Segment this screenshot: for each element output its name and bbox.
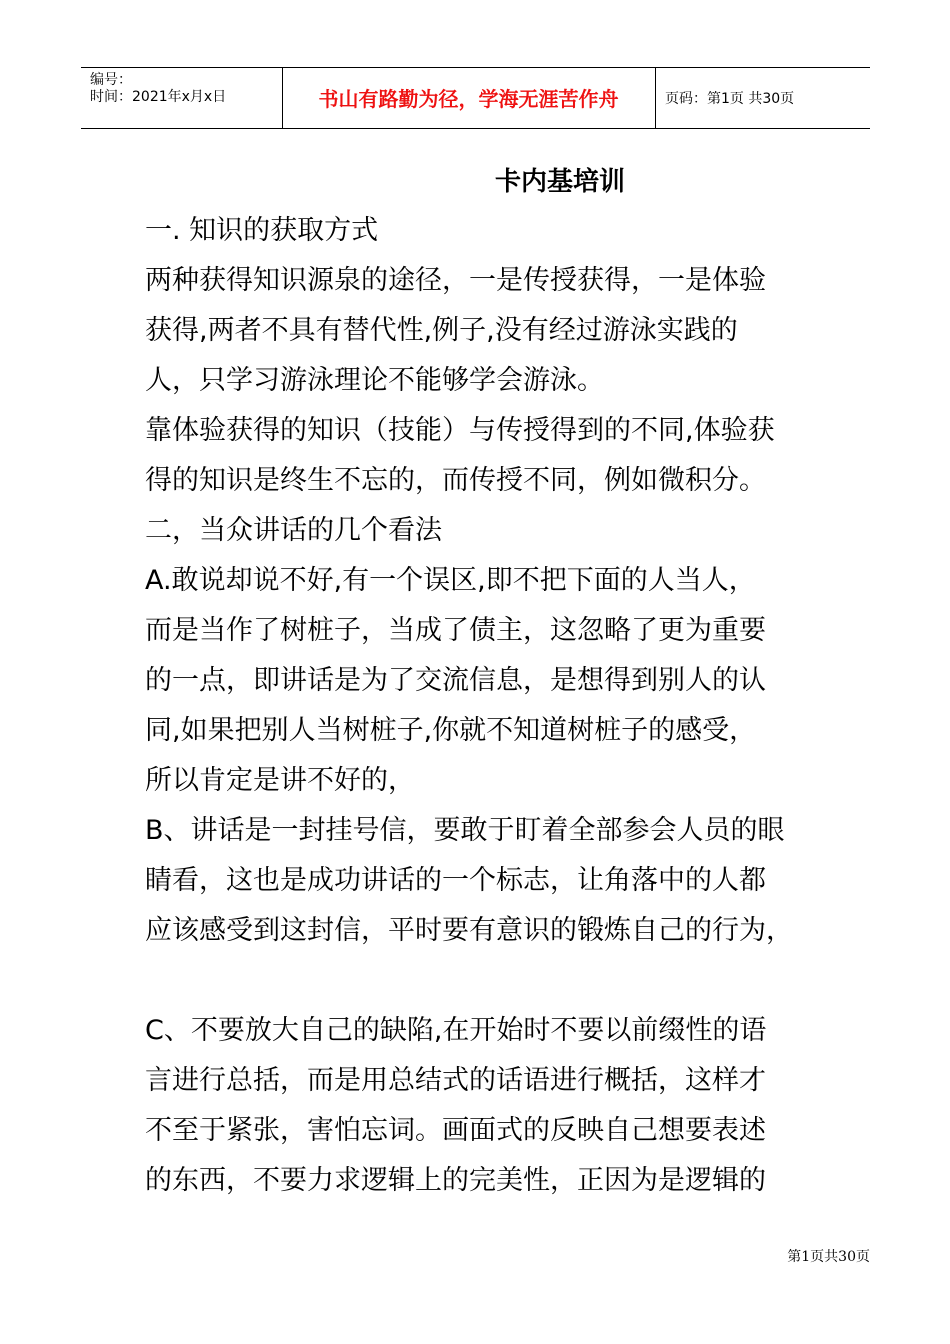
body-line: 的一点，即讲话是为了交流信息，是想得到别人的认 xyxy=(145,665,766,696)
header-page-info: 页码：第1页 共30页 xyxy=(665,91,795,107)
body-line: 而是当作了树桩子，当成了债主，这忽略了更为重要 xyxy=(145,615,766,646)
body-line: A.敢说却说不好,有一个误区,即不把下面的人当人， xyxy=(145,565,756,596)
body-line: 睛看，这也是成功讲话的一个标志，让角落中的人都 xyxy=(145,865,766,896)
body-line: B、讲话是一封挂号信，要敢于盯着全部参会人员的眼 xyxy=(145,815,785,846)
document-title: 卡内基培训 xyxy=(494,167,625,197)
body-line: 言进行总括，而是用总结式的话语进行概括，这样才 xyxy=(145,1065,766,1096)
body-line: 人，只学习游泳理论不能够学会游泳。 xyxy=(145,365,604,396)
body-line: C、不要放大自己的缺陷,在开始时不要以前缀性的语 xyxy=(145,1015,767,1046)
page-header xyxy=(81,67,870,129)
body-line: 一. 知识的获取方式 xyxy=(145,215,379,246)
document-body xyxy=(145,206,845,1206)
body-line: 两种获得知识源泉的途径，一是传授获得，一是体验 xyxy=(145,265,766,296)
page-footer: 第1页共30页 xyxy=(787,1249,870,1265)
body-line: 不至于紧张，害怕忘词。画面式的反映自己想要表述 xyxy=(145,1115,766,1146)
body-line: 所以肯定是讲不好的， xyxy=(145,765,415,796)
document-time-label: 时间：2021年x月x日 xyxy=(90,89,227,105)
body-line: 二，当众讲话的几个看法 xyxy=(145,515,442,546)
body-line: 获得,两者不具有替代性,例子,没有经过游泳实践的 xyxy=(145,315,738,346)
header-motto: 书山有路勤为径，学海无涯苦作舟 xyxy=(318,87,619,111)
header-divider xyxy=(655,68,656,128)
body-line: 同,如果把别人当树桩子,你就不知道树桩子的感受， xyxy=(145,715,757,746)
body-line: 的东西，不要力求逻辑上的完美性，正因为是逻辑的 xyxy=(145,1165,766,1196)
body-line: 得的知识是终生不忘的，而传授不同，例如微积分。 xyxy=(145,465,766,496)
body-line: 应该感受到这封信，平时要有意识的锻炼自己的行为， xyxy=(145,915,793,946)
document-code-label: 编号： xyxy=(90,72,132,88)
paragraph-gap xyxy=(145,956,845,1006)
body-line: 靠体验获得的知识（技能）与传授得到的不同,体验获 xyxy=(145,415,775,446)
